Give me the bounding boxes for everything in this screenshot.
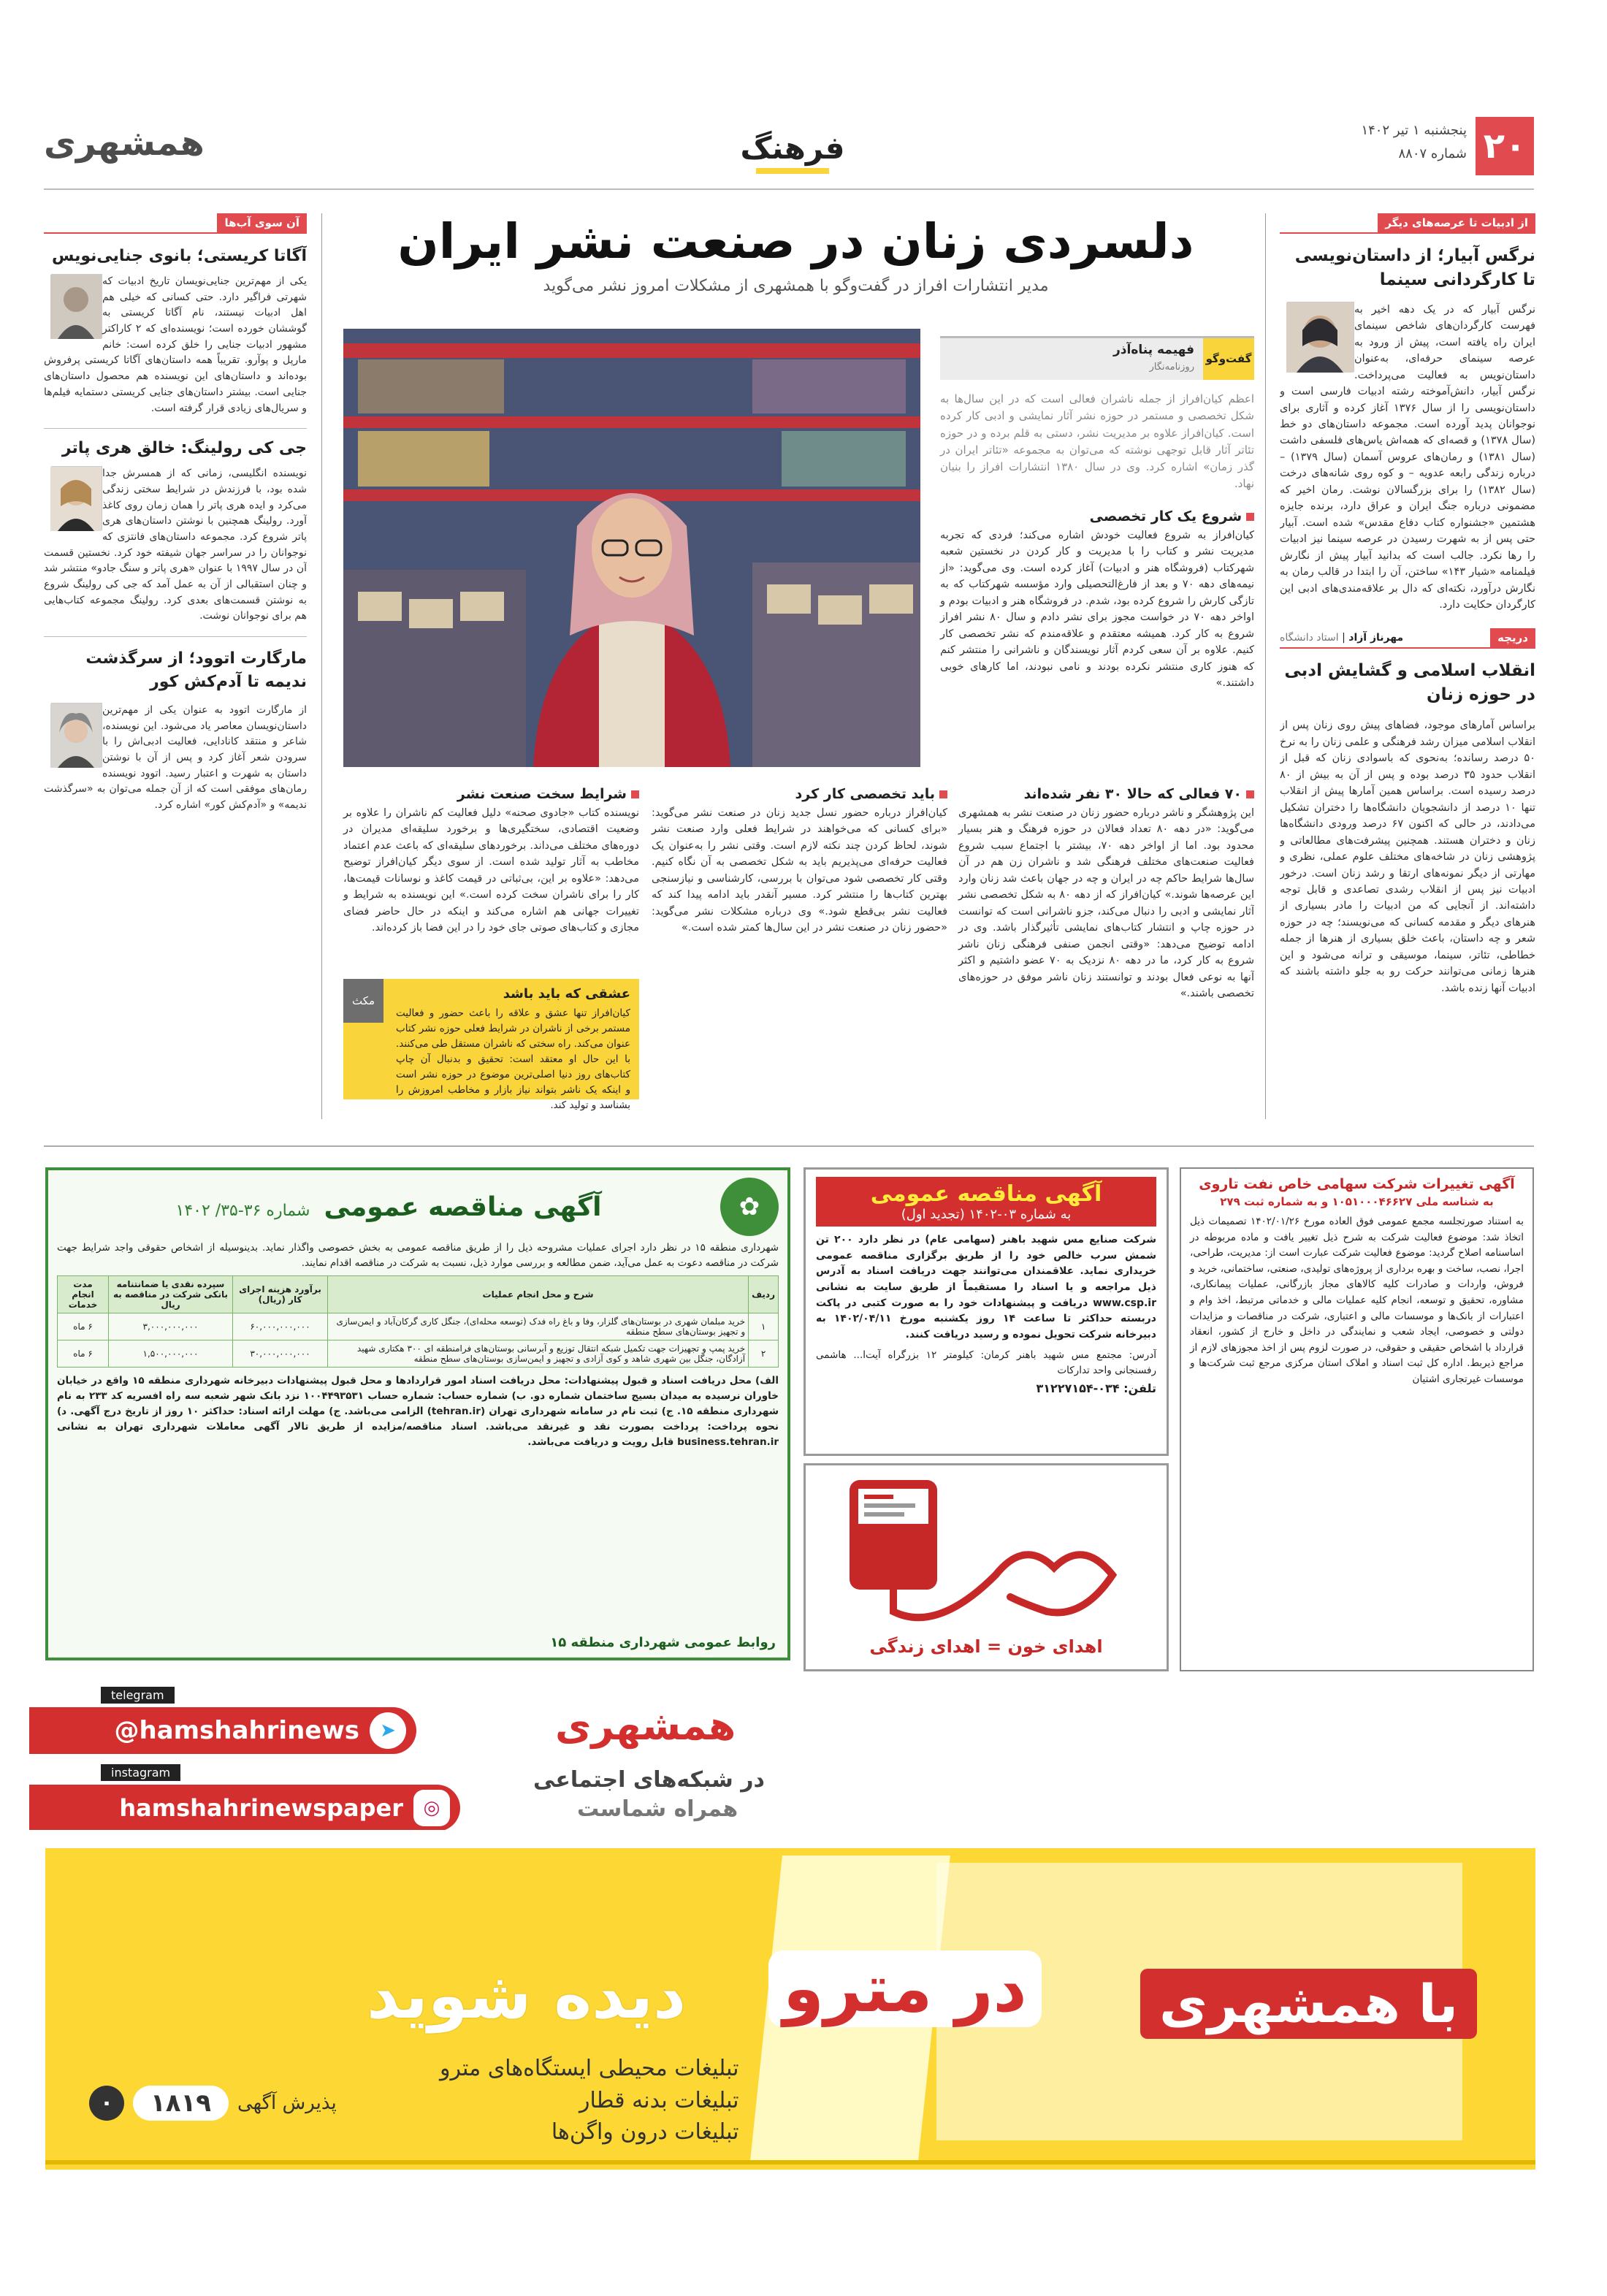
cell: ۶۰,۰۰۰,۰۰۰,۰۰۰	[233, 1313, 328, 1340]
social-tagline-2: همراه شماست	[577, 1796, 738, 1822]
section-2	[958, 782, 1254, 1002]
issue-number: شماره ۸۸۰۷	[1398, 146, 1467, 161]
author-name: مهرناز آزاد	[1348, 631, 1404, 644]
th-desc: شرح و محل انجام عملیات	[328, 1275, 749, 1313]
blood-bag-icon	[806, 1465, 1167, 1633]
metro-word: در مترو	[768, 1950, 1042, 2027]
metro-phone-label: پذیرش آگهی	[237, 2092, 337, 2114]
masthead	[44, 110, 1534, 179]
metro-ad	[45, 1848, 1535, 2170]
interview-lead: اعظم کیان‌افراز از جمله ناشران فعالی است که در این سال‌ها به شکل تخصصی و مستمر در حوزه نشر آثار نمایشی و ادبی کار کرده است. کیان‌افراز علاوه بر مدیریت نشر، دستی به قلم برده و در حوزه تئاتر آثار قابل توجهی نوشته که می‌توان به مجموعه «تئاتر ایران در گذر زمان» اشاره کرد. وی در سال ۱۳۸۰ انتشارات افراز را بنیان نهاد.	[940, 392, 1254, 491]
table-row	[58, 1313, 779, 1340]
interview-tag: گفت‌وگو	[1203, 338, 1254, 380]
paragraph-4: نویسنده کتاب «جادوی صحنه» دلیل فعالیت کم ناشران را علاوه بر وضعیت اقتصادی، سختگیری‌ها و برخورد سلیقه‌ای مدیران در دوره‌های مختلف می‌داند. برخوردهای سلیقه‌ای که باعث عدم اعتماد مخاطب به آثار تولید شده است. از سوی دیگر کیان‌افراز توضیح می‌دهد: «علاوه بر این، بی‌ثباتی در قیمت کاغذ و نوسانات قیمت‌ها، کار را برای ناشران سخت کرده است.» این نویسنده به شرایط و تغییرات جهانی هم اشاره می‌کند و اینکه در حال حاضر فضای مجازی و کتاب‌های صوتی جای خود را در این فضا باز کرده‌اند.	[343, 807, 639, 934]
main-title: دلسردی زنان در صنعت نشر ایران	[397, 213, 1194, 270]
metro-item-2: تبلیغات بدنه قطار	[579, 2087, 739, 2113]
cell: ۶ ماه	[58, 1313, 109, 1340]
social-tagline-1: در شبکه‌های اجتماعی	[533, 1767, 765, 1793]
metro-item-1: تبلیغات محیطی ایستگاه‌های مترو	[440, 2056, 739, 2081]
metro-phone-prefix: ۰	[89, 2086, 124, 2121]
profile-title-1: آگاتا کریستی؛ بانوی جنایی‌نویس	[51, 247, 307, 265]
blood-donation-ad	[804, 1463, 1169, 1671]
section-title: فرهنگ	[740, 130, 845, 166]
heading-3: باید تخصصی کار کرد	[652, 786, 947, 802]
tender2-address: آدرس: مجتمع مس شهید باهنر کرمان: کیلومتر ۱۲ بزرگراه آیت‌ا... هاشمی رفسنجانی واحد تدارکات	[816, 1349, 1156, 1376]
instagram-icon: ◎	[413, 1790, 450, 1826]
company-notice	[1180, 1167, 1534, 1671]
right-column: از ادبیات تا عرصه‌های دیگر نرگس آبیار؛ از داستان‌نویسی تا کارگردانی سینما نرگس آبیار که در یک دهه اخیر به فهرست کارگردان‌های شاخص سینمای ایران راه یافته است، پیش از ورود به عرصه سینمای حرفه‌ای، به‌عنوان داستان‌نویس به فعالیت می‌پرداخت. نرگس آبیار، دانش‌آموخته رشته ادبیات فارسی است و داستان‌نویسی را از سال ۱۳۷۶ آغاز کرده و آثاری برای نوجوانان پدید آورده است. مجموعه داستان‌های دو خط (سال ۱۳۷۸) و قصه‌ای که همه‌اش ‌یاس‌های فلسفی داشت (سال ۱۳۸۱) و رمان‌های عروس آسمان (سال ۱۳۷۹) – درباره زندگی رابعه عدویه – و کوه روی شانه‌های درخت (سال ۱۳۸۲) را برای بزرگسالان نوشت. رمان اخیر که مضمونی درباره جنگ ایران و عراق دارد، برنده جایزه هشتمین «جشنواره کتاب دفاع مقدس» شده است. آبیار حتی پس از به شهرت رسیدن در عرصه سینما نیز ادبیات را رها نکرد. جالب است که بدانید آبیار پیش از نگارش فیلمنامه «شیار ۱۴۳» ساختن، آن را ابتدا در قالب رمان به نگارش درآورد، نکته‌ای که دال بر علاقه‌مندی‌های ادبی این کارگردان حکایت دارد. دریچه مهرناز آزاد | استاد دانشگاه انقلاب اسلامی و گشایش ادبی در حوزه زنان براساس آمارهای موجود، فضاهای پیش روی زنان پس از انقلاب اسلامی میزان رشد فرهنگی و علمی زنان را به نرخ ۵۰ درصد رسانده؛ به‌نحوی که باسوادی زنان که قبل از انقلاب حدود ۳۵ درصد بوده و پس از آن به بیش از ۸۰ درصد رسیده است. براساس همین آمارها پیش از انقلاب تنها ۱۰ درصد از دانشجویان دانشگاه‌ها را دختران تشکیل می‌دادند، در حالی که اکنون ۶۷ درصد ورودی دانشگاه‌ها زنان و دختران هستند. همچنین پیشرفت‌های مطالعاتی و پژوهشی زنان در شاخه‌های مختلف علوم عملی، نظری و مهارتی از دیگر نمونه‌های ارتقا و رشد زنان است. درخور ادبیات نیز پس از انقلاب رشدی تصاعدی و قابل توجه داشته‌اند. از آنجایی که من ادبیات را مادر بسیاری از هنرهای دیگر و مقدمه کسانی که می‌نویسند؛ چه در حوزه شعر و چه داستان، باعث خلق بسیاری از هنرها از جمله خطاطی، تئاتر، سینما، موسیقی و ترانه می‌شود و این هنرها زمانی می‌توانند حرکت رو به جلو داشته باشند که ادبیات آنها زنده باشد.	[1280, 213, 1535, 1119]
profile-body-2: نویسنده انگلیسی، زمانی که از همسرش جدا شده بود، با فرزندش در شرایط سختی زندگی می‌کرد و ایده هری پاتر را همان زمان روی کاغذ آورد. رولینگ همچنین با نوشتن داستان‌های هری پاتر شروع کرد. مجموعه داستان‌های فانتزی که نوجوانان را در سراسر جهان شیفته خود کرد. نخستین قسمت آن در سال ۱۹۹۷ با عنوان «هری پاتر و سنگ جادو» منتشر شد و چنان استقبالی از آن به عمل آمد که جی کی رولینگ شروع به نوشتن قسمت‌های بعدی کرد. رولینگ مجموعه کتاب‌هایی هم برای نوجوانان نوشت.	[44, 468, 307, 622]
notice-title: آگهی تغییرات شرکت سهامی خاص نفت تاروی	[1199, 1176, 1515, 1192]
cell: ۱,۵۰۰,۰۰۰,۰۰۰	[109, 1340, 233, 1367]
section-4	[343, 782, 639, 937]
reporter-role: روزنامه‌نگار	[1149, 362, 1194, 373]
profile-body-1: یکی از مهم‌ترین جنایی‌نویسان تاریخ ادبیات که شهرتی فراگیر دارد. حتی کسانی که خیلی هم اهل ادبیات نیستند، نام آگاتا کریستی به گوششان خورده است؛ نویسنده‌ای که ۲ کاراکتر مشهور ادبیات جنایی را خلق کرده است: خانم مارپل و پوآرو. تقریباً همه داستان‌های آگاتا کریستی پرفروش بوده‌اند و داستان‌های این نویسنده هم محصول داستان‌های جنایی است. بیشتر داستان‌های جنایی کریستی دستمایه فیلم‌ها و سریال‌های زیادی قرار گرفته است.	[44, 275, 307, 414]
main-article	[337, 205, 1254, 1125]
interview-photo	[343, 329, 920, 767]
cell: خرید پمپ و تجهیزات جهت تکمیل شبکه انتقال توزیع و آبرسانی بوستان‌های فرامنطقه ای ۳۰۰ هکتاری شهید آزادگان، جنگل بین شهری شاهد و کوی آزادی و تجهیز و ایمن‌سازی بوستان‌های سطح منطقه	[328, 1340, 749, 1367]
instagram-label: instagram	[101, 1764, 180, 1781]
th-deposit: سپرده نقدی یا ضمانتنامه بانکی شرکت در مناقصه به ریال	[109, 1275, 233, 1313]
section-3	[652, 782, 947, 937]
cell: ۳۰,۰۰۰,۰۰۰,۰۰۰	[233, 1340, 328, 1367]
photo-atwood	[51, 703, 102, 767]
photo-rowling	[51, 466, 102, 530]
blood-slogan: اهدای خون = اهدای زندگی	[869, 1636, 1103, 1657]
tender2-body: شرکت صنایع مس شهید باهنر (سهامی عام) در نظر دارد ۲۰۰ تن شمش سرب خالص خود را از طریق برگزاری مناقصه عمومی خریداری نماید. علاقمندان می‌توانند جهت دریافت اسناد به آدرس ذیل مراجعه و یا اسناد را مستقیماً از طریق سایت به نشانی www.csp.ir دریافت و پیشنهادات خود را به صورت کتبی در پاکت دربسته حداکثر تا ساعت ۱۴ روز یکشنبه مورخ ۱۴۰۲/۰۴/۱۱ به دبیرخانه شرکت تحویل نموده و رسید دریافت کنند.	[816, 1234, 1157, 1341]
tender2-phone: تلفن: ۰۳۴-۳۱۲۲۷۱۵۴	[1036, 1381, 1156, 1395]
cell: خرید مبلمان شهری در بوستان‌های گلزار، وفا و باغ راه فدک (توسعه محله‌ای)، جنگل کاری گرکان‌آباد و ایمن‌سازی و تجهیز بوستان‌های سطح منطقه	[328, 1313, 749, 1340]
sidebar-body: کیان‌افراز تنها عشق و علاقه را باعث حضور و فعالیت مستمر برخی از ناشران در شرایط فعلی حوزه نشر کتاب عنوان می‌کند. راه سختی که ناشران مستقل طی می‌کنند. با این حال او معتقد است: تحقیق و بدنبال آن چاپ کتاب‌های روز دنیا اصلی‌ترین موضوع در حوزه نشر است و اینکه یک ناشر بتواند نیاز بازار و مخاطب امروزش را بشناسد و تولید کند.	[396, 1007, 630, 1111]
tender1-terms: الف) محل دریافت اسناد و قبول پیشنهادات: محل دریافت اسناد امور قراردادها و محل قبول پیشنهادات دبیرخانه شهرداری منطقه ۱۵ واقع در خیابان خاوران نرسیده به میدان بسیج ساختمان شماره دو. ب) شماره حساب: شماره حساب ۱۰۰۴۴۹۳۵۳۱ نزد بانک شهر شعبه سه راه افسریه کد ۲۳۳ به نام شهرداری منطقه ۱۵. ج) ثبت نام در سامانه شهرداری تهران (tehran.ir) الزامی می‌باشد. ج) مهلت ارائه اسناد: حداکثر ۱۰ روز از تاریخ درج آگهی. د) نحوه پرداخت: پرداخت بصورت نقد و غیرنقد می‌باشد. اسناد مناقصه/مزایده از طریق تالار آگهی معاملات شهرداری تهران به نشانی business.tehran.ir قابل رویت و دریافت می‌باشد.	[57, 1374, 779, 1448]
article-body-2: براساس آمارهای موجود، فضاهای پیش روی زنان پس از انقلاب اسلامی میزان رشد فرهنگی و علمی زنان را به نرخ ۵۰ درصد رسانده؛ به‌نحوی که باسوادی زنان که قبل از انقلاب حدود ۳۵ درصد بوده و پس از آن به بیش از ۸۰ درصد رسیده است. براساس همین آمارها پیش از انقلاب تنها ۱۰ درصد از دانشجویان دانشگاه‌ها را دختران تشکیل می‌دادند، در حالی که اکنون ۶۷ درصد ورودی دانشگاه‌ها زنان و دختران هستند. همچنین پیشرفت‌های مطالعاتی و پژوهشی زنان در شاخه‌های مختلف علوم عملی، نظری و مهارتی از دیگر نمونه‌های ارتقا و رشد زنان است. درخور ادبیات نیز پس از انقلاب رشدی تصاعدی و قابل توجه داشته‌اند. از آنجایی که من ادبیات را مادر بسیاری از هنرهای دیگر و مقدمه کسانی که می‌نویسند؛ چه در حوزه شعر و چه داستان، باعث خلق بسیاری از هنرها از جمله خطاطی، تئاتر، سینما، موسیقی و ترانه می‌شود و این هنرها زمانی می‌توانند حرکت رو به جلو داشته باشند که ادبیات آنها زنده باشد.	[1280, 720, 1535, 994]
issue-date: پنجشنبه ۱ تیر ۱۴۰۲	[1361, 123, 1467, 138]
notice-subtitle: به شناسه ملی ۱۰۵۱۰۰۰۴۶۶۲۷ و به شماره ثبت ۲۷۹	[1220, 1195, 1494, 1208]
kicker-left: آن سوی آب‌ها	[217, 213, 307, 232]
kicker-2: دریچه	[1490, 628, 1535, 647]
main-subtitle: مدیر انتشارات افراز در گفت‌وگو با همشهری از مشکلات امروز نشر می‌گوید	[543, 277, 1049, 295]
tender2-title: آگهی مناقصه عمومی	[870, 1181, 1102, 1207]
article-title: نرگس آبیار؛ از داستان‌نویسی تا کارگردانی سینما	[1294, 246, 1535, 290]
municipality-emblem: ✿	[720, 1178, 779, 1236]
notice-body: به استناد صورتجلسه مجمع عمومی فوق العاده مورخ ۱۴۰۲/۰۱/۲۶ تصمیمات ذیل اتخاذ شد: موضوع فعالیت شرکت به شرح ذیل تغییر یافت و ماده مربوطه در اساسنامه اصلاح گردید: موضوع فعالیت شرکت عبارت است از: مدیریت، طراحی، اجرا، نصب، ساخت و بهره برداری از پروژه‌های تولیدی، صنعتی، ساختمانی، خرید و فروش، واردات و صادرات کلیه کالاهای مجاز بازرگانی، عملیات پیمانکاری، مشاوره، تحقیق و توسعه، انجام کلیه عملیات مالی و خدماتی مرتبط، اخذ وام و اعتبارات از بانک‌ها و موسسات مالی و اعتباری، شرکت در مناقصات و مزایدات دولتی و خصوصی، ایجاد شعب و نمایندگی در داخل و خارج از کشور، انعقاد قرارداد با اشخاص حقیقی و حقوقی، در صورت لزوم پس از اخذ مجوزهای لازم از مراجع ذیربط. اداره کل ثبت اسناد و املاک استان مرکزی مرجع ثبت شرکت‌ها و موسسات غیرتجاری اشتیان	[1190, 1216, 1524, 1385]
paragraph-1: کیان‌افراز به شروع فعالیت خودش اشاره می‌کند؛ فردی که تجربه مدیریت نشر و کتاب را با مدیریت و کار کردن در نخستین شعبه شهرکتاب (فروشگاه هنر و ادبیات) آغاز کرده است. وی می‌گوید: «از نیمه‌های دهه ۷۰ و بعد از فارغ‌التحصیلی وارد مؤسسه شهرکتاب که به تازگی کارش را شروع کرده بود، شدم. در فروشگاه هنر و ادبیات بودم و اواخر دهه ۷۰ در خواست مجوز برای نشر دادم و سال ۸۰ نشر افراز شروع به کار کرد. همیشه معتقدم و علاقه‌مندم که نشر تخصصی کار کنیم. علاوه بر آن سعی کردم آثار نویسندگان و ناشرانی را منتشر کنم که هنوز کاری منتشر نکرده بودند و نامی نبودند، اما کارهای خوبی داشتند.»	[940, 530, 1254, 690]
profile-title-2: جی کی رولینگ: خالق هری پاتر	[61, 439, 307, 458]
tender-ad-1	[45, 1167, 790, 1660]
section-underline	[756, 168, 829, 174]
metro-seen: دیده شوید	[367, 1958, 687, 2033]
th-row: ردیف	[749, 1275, 779, 1313]
telegram-icon: ➤	[370, 1712, 406, 1749]
cell: ۶ ماه	[58, 1340, 109, 1367]
heading-4: شرایط سخت صنعت نشر	[343, 786, 639, 802]
instagram-pill[interactable]	[29, 1785, 460, 1830]
profile-body-3: از مارگارت اتوود به عنوان یکی از مهم‌ترین داستان‌نویسان معاصر یاد می‌شود. این نویسنده، شاعر و منتقد کانادایی، فعالیت ادبی‌اش را با سرودن شعر آغاز کرد و پس از آن با نوشتن داستان به شهرت و اعتبار رسید. اتوود نویسنده رمان‌های موفقی است که از آن جمله می‌توان به «سرگذشت ندیمه» و «آدم‌کش کور» اشاره کرد.	[44, 703, 307, 811]
sidebar-tag: مکث	[343, 979, 383, 1023]
tender1-table	[57, 1275, 779, 1368]
instagram-handle: hamshahrinewspaper	[119, 1794, 403, 1822]
tender2-number: به شماره ۰۳-۱۴۰۲ (تجدید اول)	[901, 1207, 1072, 1222]
tender2-banner	[816, 1177, 1156, 1227]
metro-phone	[89, 2086, 337, 2121]
photo-agatha	[51, 274, 102, 338]
article-body: نرگس آبیار که در یک دهه اخیر به فهرست کارگردان‌های شاخص سینمای ایران راه یافته است، پیش از ورود به عرصه سینمای حرفه‌ای، به‌عنوان داستان‌نویس به فعالیت می‌پرداخت. نرگس آبیار، دانش‌آموخته رشته ادبیات فارسی است و داستان‌نویسی را از سال ۱۳۷۶ آغاز کرده و آثاری برای نوجوانان پدید آورده است. مجموعه داستان‌های دو خط (سال ۱۳۷۸) و قصه‌ای که همه‌اش ‌یاس‌های فلسفی داشت (سال ۱۳۸۱) و رمان‌های عروس آسمان (سال ۱۳۷۹) – درباره زندگی رابعه عدویه – و کوه روی شانه‌های درخت (سال ۱۳۸۲) را برای بزرگسالان نوشت. رمان اخیر که مضمونی درباره جنگ ایران و عراق دارد، برنده جایزه هشتمین «جشنواره کتاب دفاع مقدس» شده است. آبیار حتی پس از به شهرت رسیدن در عرصه سینما نیز ادبیات را رها نکرد. جالب است که بدانید آبیار پیش از نگارش فیلمنامه «شیار ۱۴۳» ساختن، آن را ابتدا در قالب رمان به نگارش درآورد، نکته‌ای که دال بر علاقه‌مندی‌های ادبی این کارگردان حکایت دارد.	[1280, 303, 1535, 611]
th-duration: مدت انجام خدمات	[58, 1275, 109, 1313]
cell: ۲	[749, 1340, 779, 1367]
metro-item-3: تبلیغات درون واگن‌ها	[551, 2119, 739, 2145]
table-row	[58, 1340, 779, 1367]
social-logo: همشهری	[555, 1703, 736, 1749]
heading-1: شروع یک کار تخصصی	[940, 508, 1254, 525]
cell: ۱	[749, 1313, 779, 1340]
author-role: استاد دانشگاه	[1280, 631, 1339, 644]
paragraph-2: این پژوهشگر و ناشر درباره حضور زنان در صنعت نشر به همشهری می‌گوید: «در دهه ۸۰ تعداد فعالان در حوزه فرهنگ و هنر بسیار محدود بود. اما از اواخر دهه ۷۰، بیشتر با اجتماع سبب شروع فعالیت صنعت‌های مختلف فرهنگی شد و ناشران زن هم در آن سال‌ها شرایط حاکم چه در ایران و چه در جهان باعث شد زنان وارد این عرصه‌ها شوند.» کیان‌افراز که از دهه ۸۰ به شکل تخصصی نشر آثار نمایشی و ادبی را دنبال می‌کند، جزو ناشرانی است که توانست در حوزه چاپ و انتشار کتاب‌های نمایشی تأثیرگذار باشد. وی در ادامه توضیح می‌دهد: «وقتی انجمن صنفی فرهنگی زنان ناشر شروع به کار کرد، ما در دهه ۸۰ نزدیک به ۷۰ عضو داشتیم و اکثر آنها به نوعی فعال بودند و توانستند زنان ناشر موفق در حوزه‌های تخصصی باشند.»	[958, 807, 1254, 1000]
metro-phone-number: ۱۸۱۹	[133, 2086, 229, 2121]
tender-ad-2	[804, 1167, 1169, 1456]
tender1-number: شماره ۳۶-۳۵/ ۱۴۰۲	[175, 1201, 310, 1220]
tender1-footer: روابط عمومی شهرداری منطقه ۱۵	[550, 1635, 776, 1650]
author-photo	[1287, 302, 1354, 372]
page-number-box: ۲۰	[1476, 117, 1534, 175]
sidebar-title: عشقی که باید باشد	[503, 986, 630, 1002]
section-1	[940, 504, 1254, 692]
th-cost: برآورد هزینه اجرای کار (ریال)	[233, 1275, 328, 1313]
left-column	[44, 213, 307, 1123]
metro-logo: با همشهری	[1140, 1969, 1477, 2039]
tender1-intro: شهرداری منطقه ۱۵ در نظر دارد اجرای عملیات مشروحه ذیل را از طریق مناقصه عمومی به بخش خصوصی واگذار نماید. بدینوسیله از اشخاص حقوقی واجد شرایط جهت شرکت در مناقصه دعوت به عمل می‌آید، ضمن مطالعه و بررسی موارد ذیل، نسبت به شرکت در مناقصه اقدام نمایند.	[57, 1242, 779, 1269]
profile-title-3: مارگارت اتوود؛ از سرگذشت ندیمه تا آدم‌کش کور	[85, 649, 307, 691]
telegram-label: telegram	[101, 1687, 175, 1704]
social-banner	[22, 1684, 796, 1830]
tender1-title: آگهی مناقصه عمومی	[324, 1191, 602, 1222]
sidebar-box	[343, 979, 639, 1111]
article-title-2: انقلاب اسلامی و گشایش ادبی در حوزه زنان	[1284, 660, 1535, 704]
telegram-pill[interactable]	[29, 1707, 416, 1754]
logo: همشهری	[44, 123, 205, 164]
cell: ۳,۰۰۰,۰۰۰,۰۰۰	[109, 1313, 233, 1340]
heading-2: ۷۰ فعالی که حالا ۳۰ نفر شده‌اند	[958, 786, 1254, 802]
paragraph-3: کیان‌افراز درباره حضور نسل جدید زنان در صنعت نشر می‌گوید: «برای کسانی که می‌خواهند در شرایط فعلی وارد صنعت نشر شوند، لحاظ کردن چند نکته لازم است. وقتی نشر را به‌عنوان یک فعالیت حرفه‌ای می‌پذیریم باید به شکل تخصصی به آن نگاه کنیم. وقتی کار تخصصی شود می‌توان با بررسی، کارشناسی و نیازسنجی بهترین کتاب‌ها را منتشر کرد. مسیر آنقدر باید ادامه پیدا کند که فعالیت نشر بی‌قطع شود.» وی درباره مشکلات نشر می‌گوید: «حضور زنان در صنعت نشر در این سال‌ها کمتر شده است.»	[652, 807, 947, 934]
reporter-name: فهیمه پناه‌آذر	[1113, 343, 1194, 357]
telegram-handle: @hamshahrinews	[114, 1716, 359, 1745]
interview-header	[940, 336, 1254, 380]
kicker: از ادبیات تا عرصه‌های دیگر	[1378, 213, 1535, 232]
